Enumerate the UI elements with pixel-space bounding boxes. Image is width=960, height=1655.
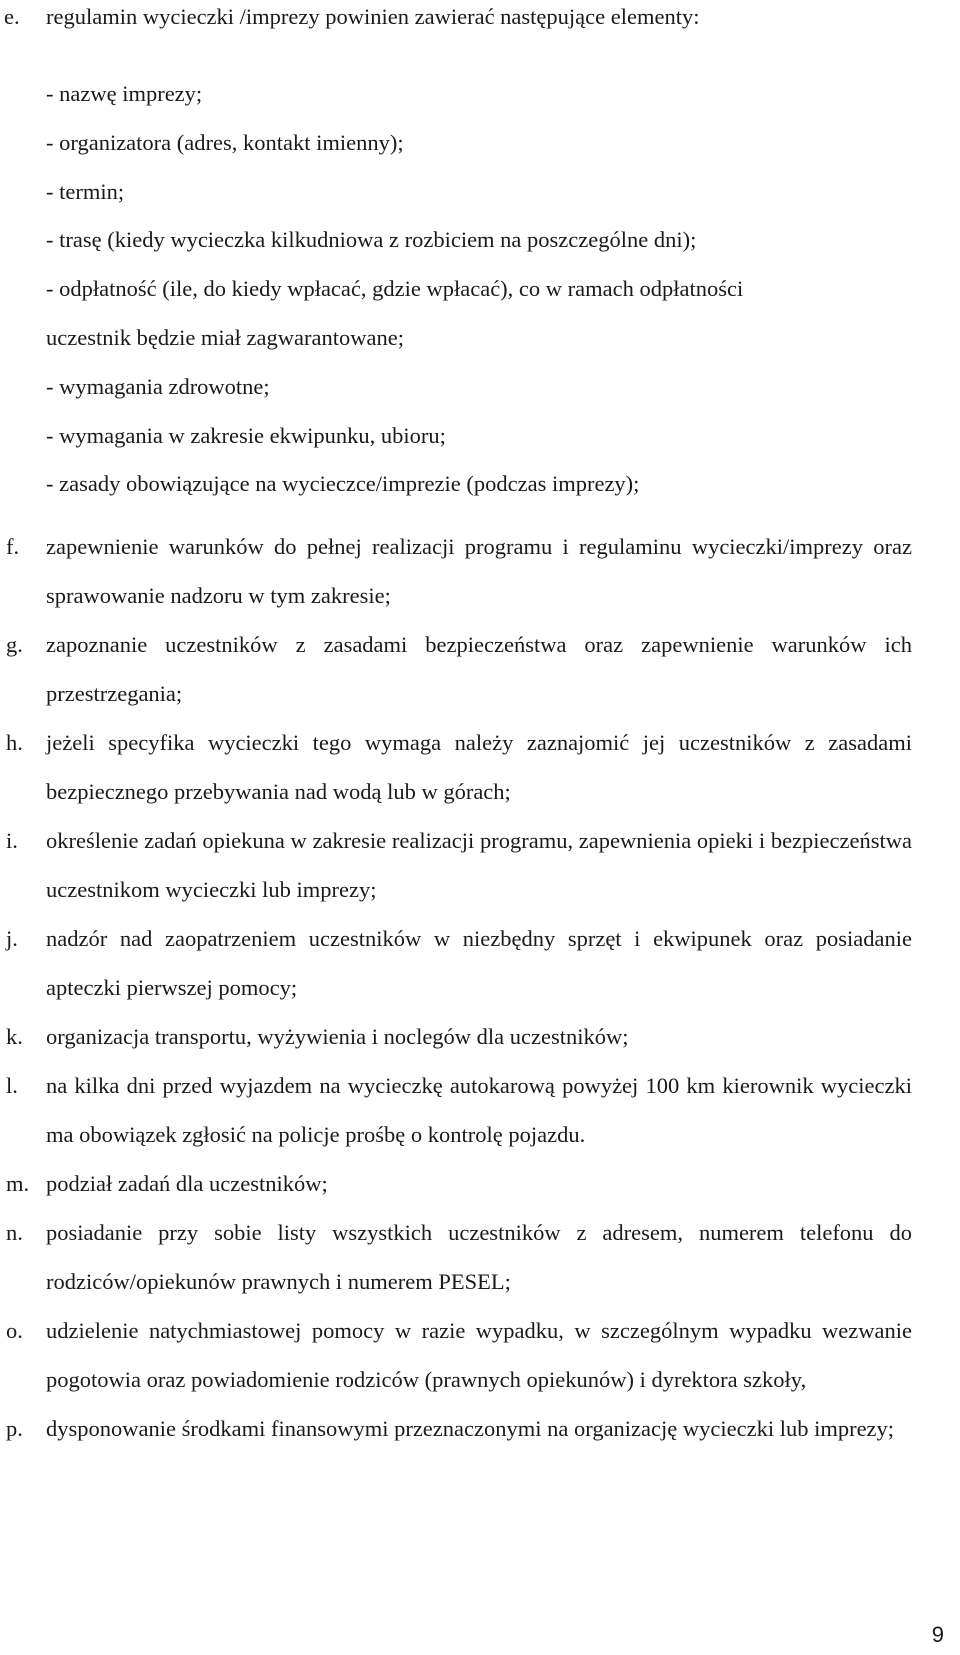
duties-list — [0, 522, 960, 1453]
list-item-n — [0, 1208, 960, 1306]
list-item-text: na kilka dni przed wyjazdem na wycieczkę autokarową powyżej 100 km kierownik wycieczki ma obowiązek zgłosić na policje prośbę o kontrolę pojazdu. — [46, 1073, 912, 1147]
list-item-text: nadzór nad zaopatrzeniem uczestników w niezbędny sprzęt i ekwipunek oraz posiadanie apteczki pierwszej pomocy; — [46, 926, 912, 1000]
sublist-item: - trasę (kiedy wycieczka kilkudniowa z rozbiciem na poszczególne dni); — [46, 227, 697, 253]
list-item-j — [0, 914, 960, 1012]
list-item-f — [0, 522, 960, 620]
sublist-item: - wymagania w zakresie ekwipunku, ubioru; — [46, 422, 446, 448]
sublist-item: - nazwę imprezy; — [46, 81, 203, 106]
list-item-text: regulamin wycieczki /imprezy powinien zawierać następujące elementy: — [46, 4, 700, 29]
list-marker: i. — [6, 828, 18, 853]
list-item-text: określenie zadań opiekuna w zakresie realizacji programu, zapewnienia opieki i bezpieczeństwa uczestnikom wycieczki lub imprezy; — [46, 828, 912, 902]
list-item-text: podział zadań dla uczestników; — [46, 1171, 328, 1196]
list-marker: l. — [6, 1073, 18, 1098]
list-item-h — [0, 718, 960, 816]
list-item-m — [0, 1159, 960, 1208]
list-marker: h. — [6, 730, 23, 755]
list-marker: o. — [6, 1318, 23, 1343]
list-marker: p. — [6, 1416, 23, 1441]
sublist-item: - termin; — [46, 178, 125, 204]
list-item-o — [0, 1306, 960, 1404]
list-marker: j. — [6, 926, 18, 951]
page-number: 9 — [931, 1622, 944, 1647]
sublist-item: - odpłatność (ile, do kiedy wpłacać, gdzie wpłacać), co w ramach odpłatności — [46, 276, 744, 302]
list-item-text: posiadanie przy sobie listy wszystkich uczestników z adresem, numerem telefonu do rodziców/opiekunów prawnych i numerem PESEL; — [46, 1220, 912, 1294]
list-item-text: zapewnienie warunków do pełnej realizacji programu i regulaminu wycieczki/imprezy oraz sprawowanie nadzoru w tym zakresie; — [46, 534, 912, 608]
list-item-k — [0, 1012, 960, 1061]
list-marker: n. — [6, 1220, 23, 1245]
list-item-text: organizacja transportu, wyżywienia i noclegów dla uczestników; — [46, 1024, 629, 1049]
sublist-item: - wymagania zdrowotne; — [46, 373, 270, 399]
list-marker: m. — [6, 1171, 30, 1196]
list-marker: e. — [4, 4, 20, 29]
regulation-elements-list — [46, 70, 926, 509]
list-item-text: dysponowanie środkami finansowymi przeznaczonymi na organizację wycieczki lub imprezy; — [46, 1416, 895, 1441]
sublist-item: uczestnik będzie miał zagwarantowane; — [46, 324, 404, 350]
list-item-e — [0, 0, 960, 41]
list-item-g — [0, 620, 960, 718]
list-item-text: jeżeli specyfika wycieczki tego wymaga należy zaznajomić jej uczestników z zasadami bezpiecznego przebywania nad wodą lub w górach; — [46, 730, 912, 804]
sublist-item: - organizatora (adres, kontakt imienny); — [46, 129, 404, 155]
list-marker: k. — [6, 1024, 23, 1049]
list-item-i — [0, 816, 960, 914]
list-item-p — [0, 1404, 960, 1453]
list-item-text: zapoznanie uczestników z zasadami bezpieczeństwa oraz zapewnienie warunków ich przestrzegania; — [46, 632, 912, 706]
list-item-text: udzielenie natychmiastowej pomocy w razie wypadku, w szczególnym wypadku wezwanie pogotowia oraz powiadomienie rodziców (prawnych opiekunów) i dyrektora szkoły, — [46, 1318, 912, 1392]
list-marker: f. — [6, 534, 20, 559]
list-marker: g. — [6, 632, 23, 657]
list-item-l — [0, 1061, 960, 1159]
sublist-item: - zasady obowiązujące na wycieczce/imprezie (podczas imprezy); — [46, 471, 640, 497]
